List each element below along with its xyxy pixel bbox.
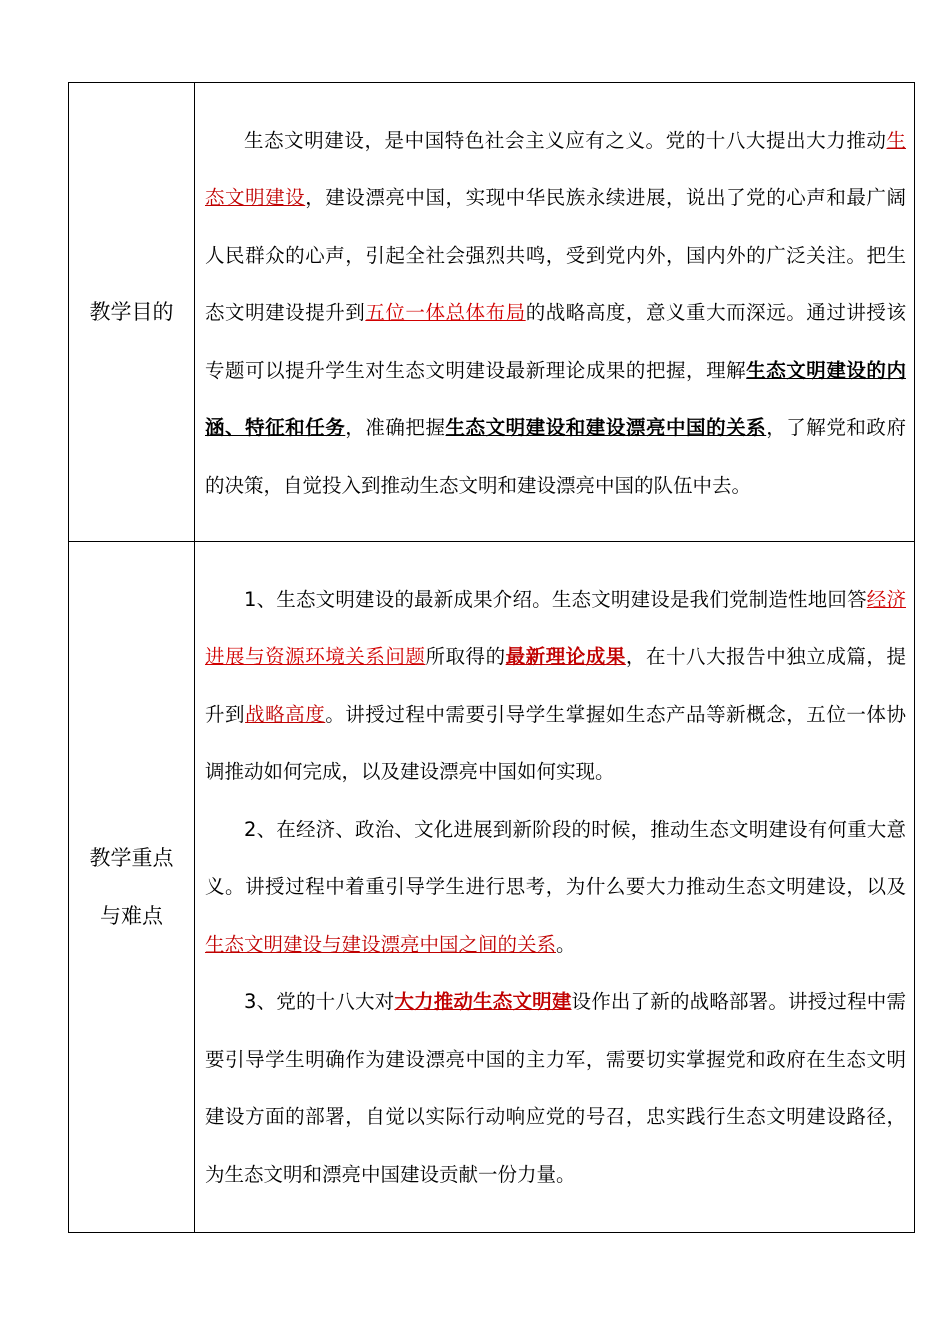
key-points-row bbox=[69, 542, 915, 1233]
key-points-label-line2: 与难点 bbox=[100, 904, 163, 928]
objective-text-2: ，建设漂亮中国，实现中华民族永续进展，说出了党的心声和最广阔人民群众的心声，引起全社会强烈共鸣，受到党内外，国内外的广泛关注。把生态文明建设提升到 bbox=[205, 186, 906, 325]
key-point-1 bbox=[205, 571, 906, 801]
key-points-label bbox=[69, 542, 195, 1233]
objective-text-4: ，准确把握 bbox=[345, 416, 446, 440]
objective-text-5: ，了解党和政府的决策，自觉投入到推动生态文明和建设漂亮中国的队伍中去。 bbox=[205, 416, 906, 497]
kp3-bold-promote: 大力推动生态文明建 bbox=[394, 990, 572, 1014]
kp2-text-1: 2、在经济、政治、文化进展到新阶段的时候，推动生态文明建设有何重大意义。讲授过程中着重引导学生进行思考，为什么要大力推动生态文明建设，以及 bbox=[205, 817, 906, 899]
objective-highlight-eco-civilization: 生态文明建设 bbox=[205, 128, 906, 210]
kp1-highlight-strategic-height: 战略高度 bbox=[245, 702, 326, 726]
teaching-objective-label: 教学目的 bbox=[69, 83, 195, 542]
kp1-highlight-economy-environment: 经济进展与资源环境关系问题 bbox=[205, 587, 906, 669]
objective-text-1: 生态文明建设，是中国特色社会主义应有之义。党的十八大提出大力推动 bbox=[244, 128, 887, 152]
objective-text-3: 的战略高度，意义重大而深远。通过讲授该专题可以提升学生对生态文明建设最新理论成果的把握，理解 bbox=[205, 301, 906, 382]
kp1-text-1: 1、生态文明建设的最新成果介绍。生态文明建设是我们党制造性地回答 bbox=[244, 587, 867, 611]
key-points-label-line1: 教学重点 bbox=[89, 846, 174, 870]
kp3-text-1: 3、党的十八大对 bbox=[244, 990, 395, 1014]
lesson-plan-table bbox=[68, 82, 915, 1233]
kp1-bold-latest-theory: 最新理论成果 bbox=[505, 645, 626, 669]
kp3-text-2: 设作出了新的战略部署。讲授过程中需要引导学生明确作为建设漂亮中国的主力军，需要切实掌握党和政府在生态文明建设方面的部署，自觉以实际行动响应党的号召，忠实践行生态文明建设路径，为生态文明和漂亮中国建设贡献一份力量。 bbox=[205, 990, 906, 1186]
objective-highlight-five-in-one: 五位一体总体布局 bbox=[365, 301, 526, 325]
kp1-text-4: 。讲授过程中需要引导学生掌握如生态产品等新概念，五位一体协调推动如何完成，以及建设漂亮中国如何实现。 bbox=[205, 702, 906, 784]
objective-bold-relationship: 生态文明建设和建设漂亮中国的关系 bbox=[445, 416, 767, 440]
objective-bold-connotation: 生态文明建设的内涵、特征和任务 bbox=[205, 358, 906, 440]
kp1-text-3: ，在十八大报告中独立成篇，提升到 bbox=[205, 645, 906, 726]
kp2-text-2: 。 bbox=[556, 932, 576, 956]
teaching-objective-content bbox=[195, 83, 915, 542]
teaching-objective-row bbox=[69, 83, 915, 542]
key-point-3 bbox=[205, 973, 906, 1203]
key-point-2 bbox=[205, 801, 906, 974]
objective-paragraph bbox=[205, 110, 906, 515]
kp2-highlight-relationship: 生态文明建设与建设漂亮中国之间的关系 bbox=[205, 932, 557, 956]
kp1-text-2: 所取得的 bbox=[425, 645, 506, 669]
key-points-content bbox=[195, 542, 915, 1233]
